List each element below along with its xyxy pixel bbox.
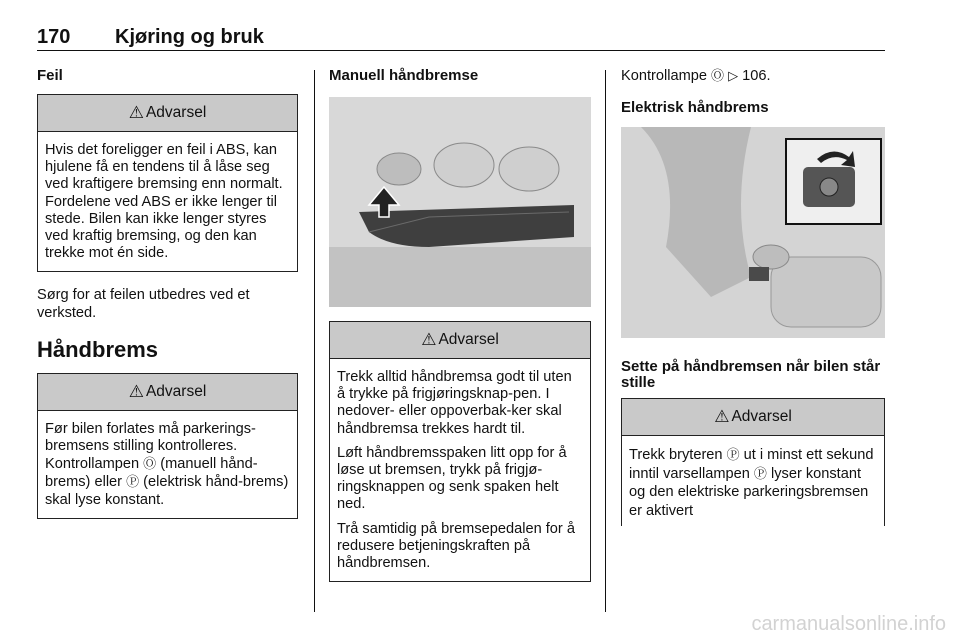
chapter-title: Kjøring og bruk [115, 26, 264, 48]
warning-box-electric-handbrake [621, 398, 885, 526]
warning-body [622, 436, 884, 526]
page-header [37, 26, 264, 49]
warning-header [38, 374, 297, 411]
heading-handbrems: Håndbrems [37, 336, 159, 362]
warning-header [330, 322, 590, 359]
parking-lamp-icon: Ⓟ [726, 447, 740, 462]
header-rule [37, 50, 885, 51]
cross-reference: Kontrollampe Ⓞ ▷ 106. [621, 68, 771, 84]
warning-text: Trekk bryteren Ⓟ ut i minst ett sekund inntil varsellampen Ⓟ lyser konstant og den elektriske parkeringsbremsen er aktivert [629, 447, 874, 519]
warning-box-abs [37, 94, 298, 272]
warning-text: Løft håndbremsspaken litt opp for å løse ut bremsen, trykk på frigjø-ringsknappen og senk spaken helt ned. [337, 444, 567, 513]
warning-label: Advarsel [145, 382, 207, 400]
electric-handbrake-illustration [621, 127, 885, 338]
warning-label: Advarsel [438, 331, 499, 348]
electric-handbrake-photo [621, 127, 885, 338]
warning-triangle-icon: ⚠ [421, 330, 437, 349]
parking-lamp-icon: Ⓟ [126, 474, 140, 490]
warning-text: Trekk alltid håndbremsa godt til uten å trykke på frigjøringsknap-pen. I nedover- eller oppoverbak-ker skal håndbremsa trekkes hardt til. [337, 369, 572, 437]
warning-body [38, 132, 297, 271]
watermark: carmanualsonline.info [751, 613, 946, 635]
parking-lamp-icon: Ⓟ [753, 465, 767, 481]
handbrake-illustration [329, 97, 591, 307]
warning-text: Hvis det foreligger en feil i ABS, kan hjulene få en tendens til å låse seg ved kraftigere bremsing enn normalt. Fordelene ved ABS er ikke lenger til stede. Bilen kan ikke lenger styres ved kraftig bremsing, og den kan trekke mot én side. [45, 142, 283, 262]
warning-header [38, 95, 297, 132]
warning-triangle-icon: ⚠ [714, 407, 730, 426]
heading-feil: Feil [37, 67, 63, 84]
column-divider-right [605, 70, 606, 612]
column-3 [621, 67, 885, 116]
warning-label: Advarsel [731, 408, 792, 425]
page-number: 170 [37, 26, 71, 48]
manual-handbrake-photo [329, 97, 591, 307]
warning-triangle-icon: ⚠ [128, 103, 144, 122]
warning-header [622, 399, 884, 436]
column-1 [37, 67, 298, 519]
warning-body [330, 359, 590, 581]
warning-box-handbrake [37, 373, 298, 519]
subheading-apply-handbrake: Sette på håndbremsen når bilen står stille [621, 358, 881, 391]
column-3-lower [621, 359, 885, 391]
warning-body [38, 411, 297, 518]
handbrake-lamp-icon: Ⓞ [143, 456, 157, 472]
repair-note: Sørg for at feilen utbedres ved et verksted. [37, 287, 250, 321]
warning-box-manual-handbrake [329, 321, 591, 582]
heading-manual-handbrake: Manuell håndbremse [329, 67, 479, 84]
column-2 [329, 67, 591, 84]
warning-text: Før bilen forlates må parkerings-bremsens stilling kontrolleres. Kontrollampen Ⓞ (manuell hånd-brems) eller Ⓟ (elektrisk hånd-brems) skal lyse konstant. [45, 420, 289, 508]
warning-triangle-icon: ⚠ [128, 381, 144, 401]
warning-text: Trå samtidig på bremsepedalen for å redusere betjeningskraften på håndbremsen. [337, 520, 575, 572]
handbrake-lamp-icon: Ⓞ [711, 68, 725, 83]
column-divider-left [314, 70, 315, 612]
heading-electric-handbrake: Elektrisk håndbrems [621, 99, 769, 117]
cross-reference-arrow-icon: ▷ [728, 68, 739, 83]
warning-label: Advarsel [145, 104, 207, 121]
